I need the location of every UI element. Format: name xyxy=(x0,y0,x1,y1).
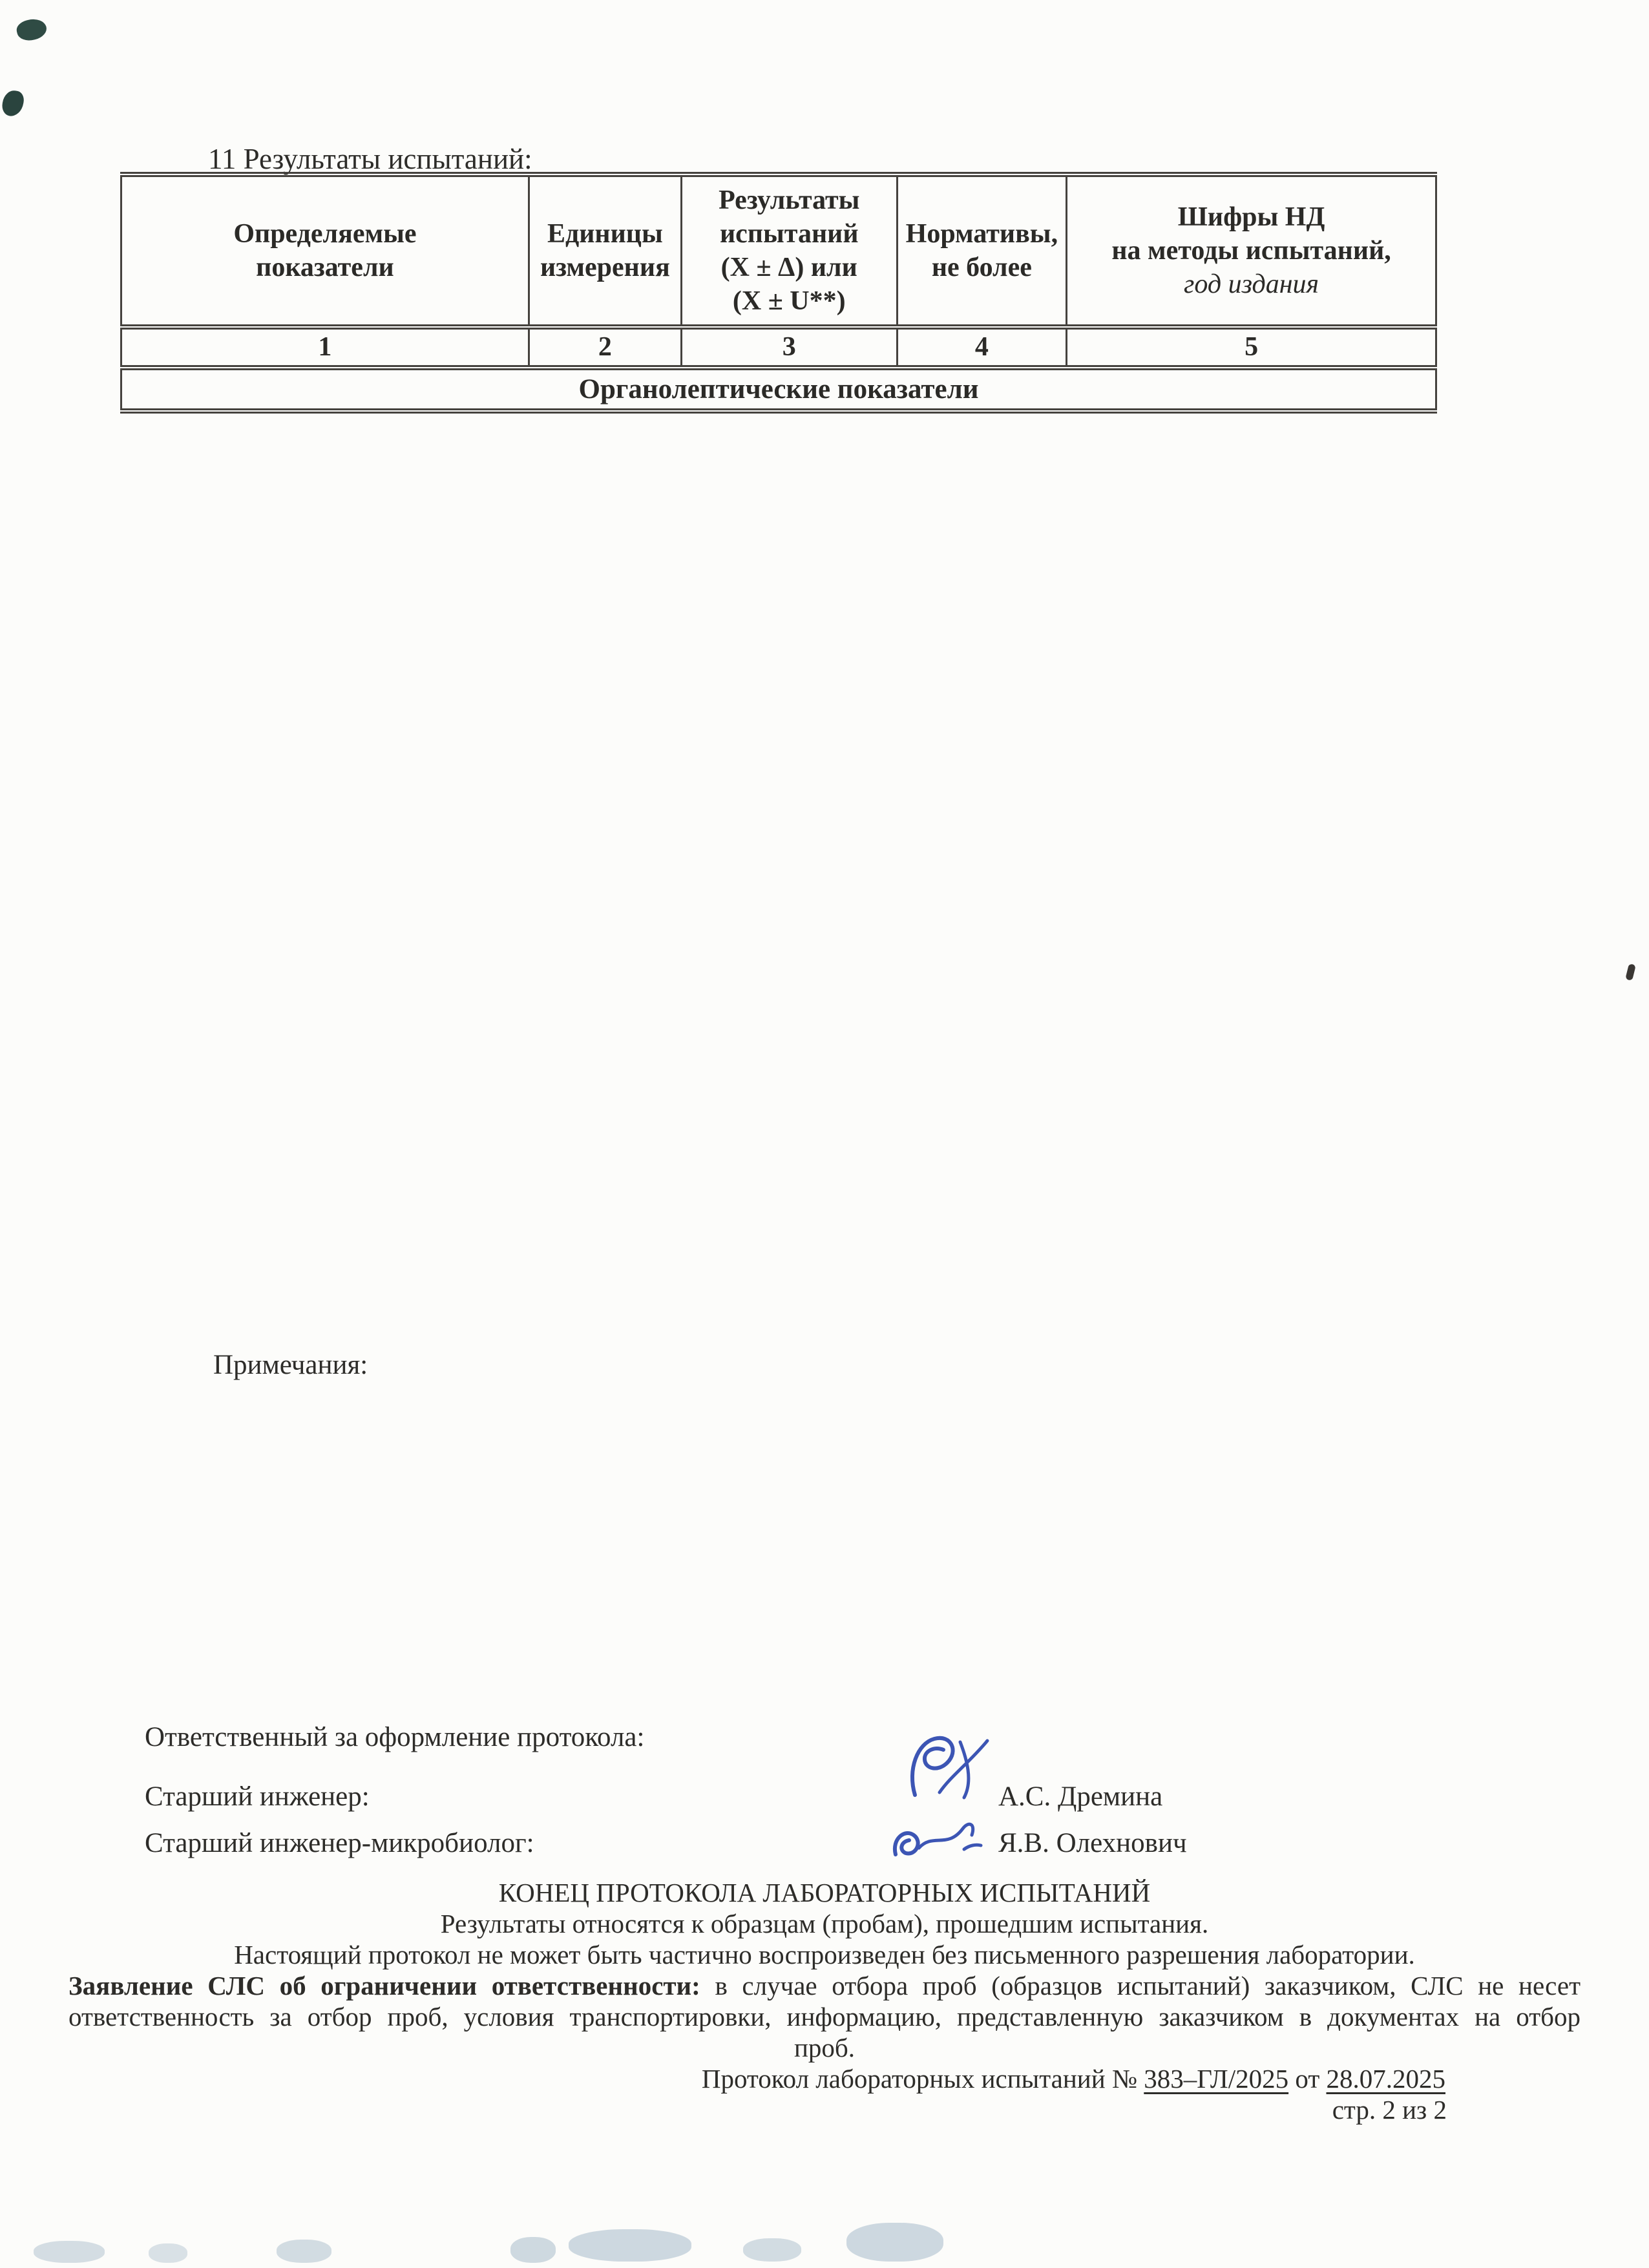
protocol-date: 28.07.2025 xyxy=(1326,2064,1445,2094)
header-indicators: Определяемые показатели xyxy=(121,174,529,327)
scan-noise xyxy=(277,2240,331,2263)
header-results: Результаты испытаний (X ± Δ) или (X ± U**) xyxy=(681,174,897,327)
results-apply-line: Результаты относятся к образцам (пробам), прошедшим испытания. xyxy=(440,1909,1209,1938)
results-table xyxy=(120,172,1437,414)
column-number: 1 xyxy=(121,327,529,368)
header-methods-edition: год издания xyxy=(1184,269,1319,299)
protocol-number: 383–ГЛ/2025 xyxy=(1144,2064,1289,2094)
no-reproduce-line: Настоящий протокол не может быть частично воспроизведен без письменного разрешения лаборатории. xyxy=(234,1940,1415,1969)
section-title: 11 Результаты испытаний: xyxy=(208,143,532,175)
responsible-label: Ответственный за оформление протокола: xyxy=(145,1722,645,1752)
page-number: стр. 2 из 2 xyxy=(1332,2095,1447,2125)
scan-noise xyxy=(34,2241,105,2263)
section-name: Органолептические показатели xyxy=(121,368,1436,412)
table-header-row xyxy=(121,174,1436,327)
column-number: 2 xyxy=(529,327,681,368)
disclaimer-tail: проб. xyxy=(793,2033,856,2063)
footer xyxy=(0,1877,1649,2125)
signer-role: Старший инженер-микробиолог: xyxy=(145,1828,534,1858)
signature-icon xyxy=(897,1729,994,1805)
signer-name: Я.В. Олехнович xyxy=(998,1828,1187,1858)
column-number: 5 xyxy=(1067,327,1436,368)
section-row xyxy=(121,368,1436,412)
disclaimer-lead: Заявление СЛС об ограничении ответственности: xyxy=(68,1971,700,2000)
scan-noise xyxy=(743,2238,801,2262)
scan-noise xyxy=(569,2229,691,2262)
scan-mark-icon xyxy=(1625,963,1636,981)
column-number: 3 xyxy=(681,327,897,368)
header-methods: Шифры НД на методы испытаний, год издания xyxy=(1067,174,1436,327)
signer-role: Старший инженер: xyxy=(145,1781,370,1812)
liability-disclaimer xyxy=(0,1970,1649,2032)
end-of-protocol-line: КОНЕЦ ПРОТОКОЛА ЛАБОРАТОРНЫХ ИСПЫТАНИЙ xyxy=(498,1878,1151,1907)
header-norms: Нормативы, не более xyxy=(897,174,1067,327)
scan-noise xyxy=(149,2243,187,2263)
header-units: Единицы измерения xyxy=(529,174,681,327)
scan-speck-icon xyxy=(1,89,25,118)
column-number: 4 xyxy=(897,327,1067,368)
signature-icon xyxy=(887,1809,983,1869)
column-numbers-row xyxy=(121,327,1436,368)
protocol-number-line: Протокол лабораторных испытаний № 383–ГЛ/2025 от 28.07.2025 xyxy=(701,2064,1445,2094)
disclaimer-text: в случае отбора проб (образцов испытаний) заказчиком, СЛС не несет ответственность за отбор проб, условия транспортировки, информацию, представленную заказчиком в документах на отбор xyxy=(68,1971,1581,2032)
scan-speck-icon xyxy=(15,16,48,43)
scan-noise xyxy=(846,2223,943,2262)
scan-noise xyxy=(510,2237,556,2263)
signer-name: А.С. Дремина xyxy=(998,1781,1163,1812)
notes-heading: Примечания: xyxy=(213,1350,368,1380)
